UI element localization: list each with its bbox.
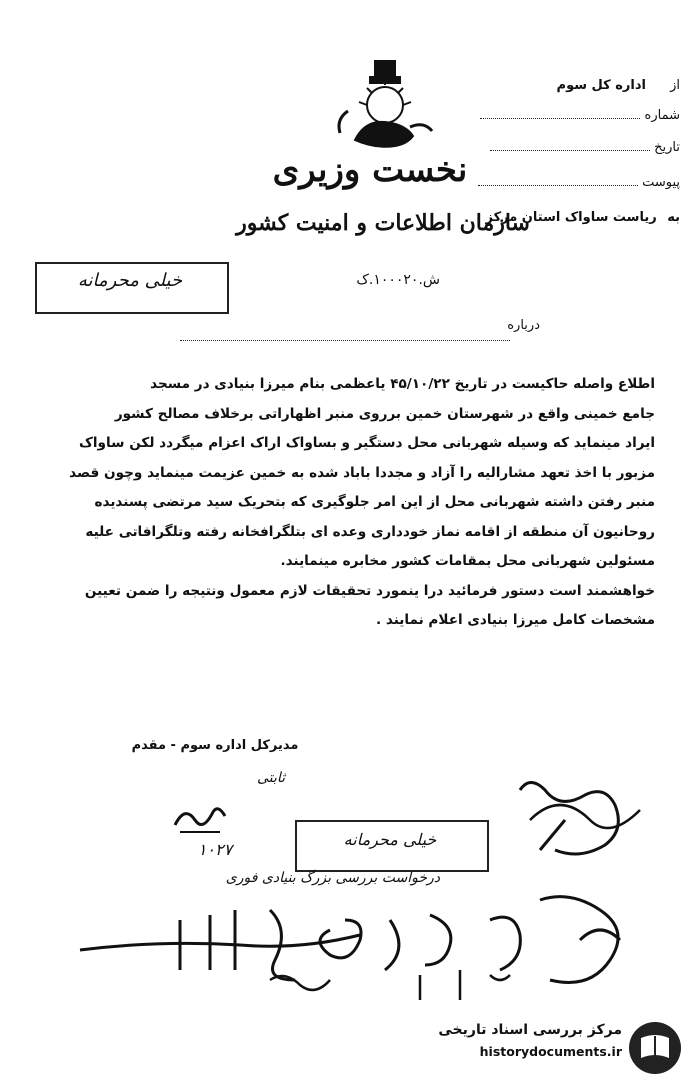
reference-code: ش.۱۰۰۰۲۰.ک [356,272,440,288]
body-line: جامع خمینی واقع در شهرستان خمین برروی منبر اظهاراتی برخلاف مصالح کشور [114,405,655,422]
lion-and-sun-emblem-icon [330,55,440,160]
body-line: مزبور با اخذ تعهد مشارالیه را آزاد و مجددا باباد شده به خمین عزیمت مینماید وچون قصد [69,464,655,481]
date-value [490,150,650,151]
attachment-field [470,175,680,190]
subject-row [180,318,540,333]
number-value [480,118,640,119]
number-field [470,108,680,123]
date-field [470,140,680,155]
subject-line [180,340,510,341]
signature-scribble-icon [500,770,650,870]
to-value: ریاست ساواک استان مرکز [485,210,657,225]
body-line: روحانیون آن منطقه از اقامه نماز خودداری وعده ای بتلگرافخانه رفته وتلگرافاتی علیه [85,523,655,540]
registration-number: ۱۰۲۷ [197,840,233,859]
body-line: خواهشمند است دستور فرمائید درا ینمورد تحقیقات لازم معمول ونتیجه را ضمن تعیین [84,582,655,599]
subject-label: درباره [507,318,540,333]
watermark-url: historydocuments.ir [479,1044,622,1059]
archive-logo-icon [627,1020,683,1076]
signatory-title: مدیرکل اداره سوم - مقدم [131,738,299,753]
body-line: اطلاع واصله حاکیست در تاریخ ۴۵/۱۰/۲۲ یاعظمی بنام میرزا بنیادی در مسجد [150,376,655,392]
attachment-label: پیوست [642,175,680,190]
classification-stamp: خیلی محرمانه [77,270,183,291]
handwritten-signature-block-icon [60,880,660,1010]
classification-stamp-bottom: خیلی محرمانه [343,830,437,849]
from-value: اداره کل سوم [556,78,646,93]
body-line: مشخصات کامل میرزا بنیادی اعلام نمایند . [375,612,655,628]
from-label: از [670,78,680,93]
to-label: به [667,210,680,225]
number-label: شماره [644,108,680,123]
body-line: ایراد مینماید که وسیله شهربانی محل دستگیر و بساواک اراک اعزام میگردد لکن ساواک [78,435,655,451]
letter-body [55,370,655,636]
body-line: منبر رفتن داشته شهربانی محل از این امر جلوگیری که بتحریک سید مرتضی پسندیده [94,494,655,510]
to-field [460,210,680,225]
attachment-value [478,185,638,186]
from-field [470,78,680,93]
department-title: سازمان اطلاعات و امنیت کشور [236,210,530,236]
date-label: تاریخ [654,140,680,155]
watermark-title: مرکز بررسی اسناد تاریخی [438,1022,622,1038]
body-line: مسئولین شهربانی محل بمقامات کشور مخابره مینمایند. [280,553,655,569]
organization-title: نخست وزیری [272,150,468,190]
initials-signature-icon [170,800,230,840]
signatory-name: ثابتی [257,770,285,786]
handwritten-note: درخواست بررسی بزرگ بنیادی فوری [225,870,440,886]
